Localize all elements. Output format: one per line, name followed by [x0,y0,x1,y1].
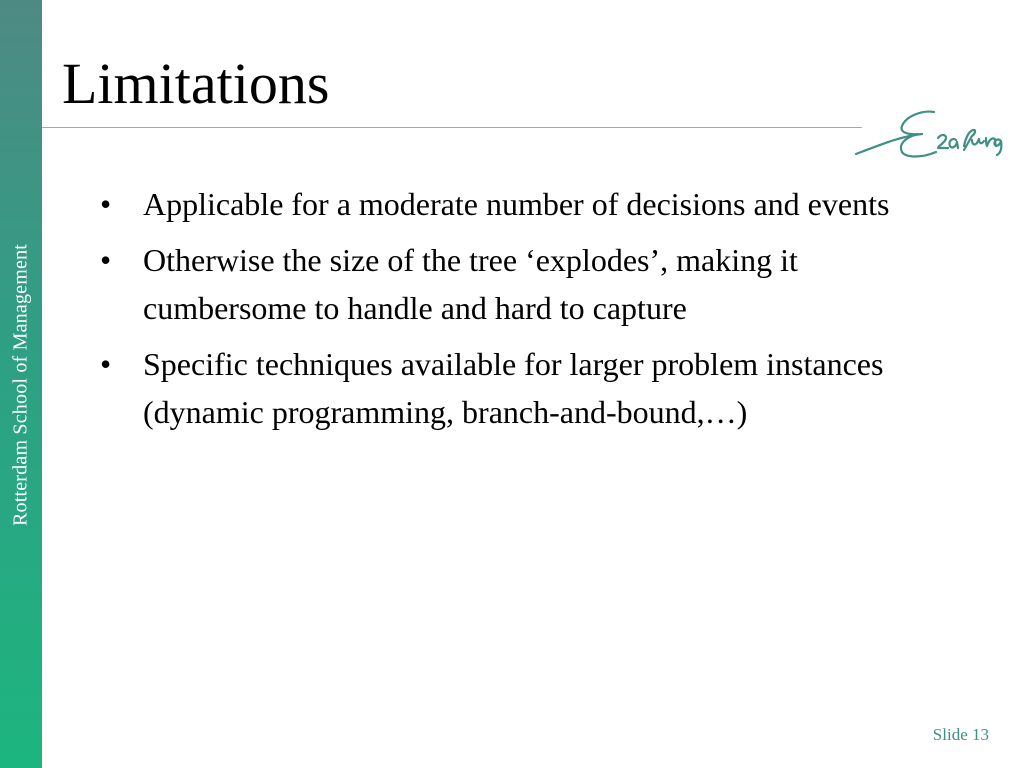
erasmus-logo-icon [852,104,1010,162]
bullet-marker: • [100,242,112,278]
bullet-list [100,180,950,444]
bullet-text: Otherwise the size of the tree ‘explodes’, making it cumbersome to handle and hard to capture [143,242,798,326]
bullet-marker: • [100,186,112,222]
sidebar [0,0,42,768]
bullet-marker: • [100,346,112,382]
bullet-item [100,236,950,332]
sidebar-label: Rotterdam School of Management [9,243,32,527]
bullet-item [100,340,950,436]
bullet-item [100,180,950,228]
title-divider [42,127,862,128]
slide-title: Limitations [62,51,330,116]
bullet-text: Specific techniques available for larger problem instances (dynamic programming, branch-and-bound,…) [143,346,884,430]
slide-number: Slide 13 [932,725,989,744]
bullet-text: Applicable for a moderate number of decisions and events [143,186,890,222]
